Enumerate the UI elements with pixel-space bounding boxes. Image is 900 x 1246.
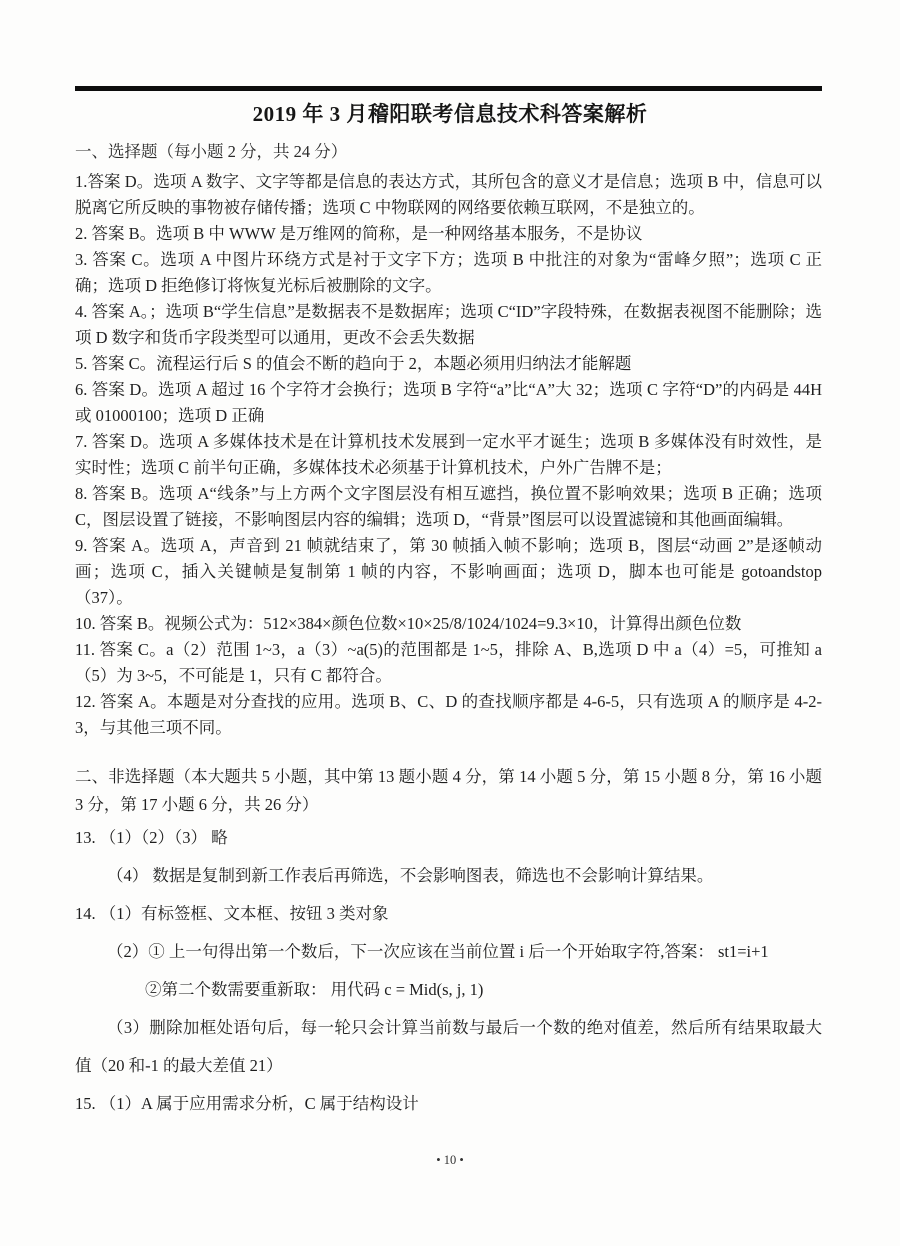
- answer-q9: 9. 答案 A。选项 A，声音到 21 帧就结束了，第 30 帧插入帧不影响；选项 B，图层“动画 2”是逐帧动画；选项 C，插入关键帧是复制第 1 帧的内容，不影响画面；选项 D，脚本也可能是 gotoandstop（37）。: [75, 536, 822, 607]
- answer-q15: 15. （1）A 属于应用需求分析，C 属于结构设计: [75, 1094, 419, 1113]
- answer-q14: 14. （1）有标签框、文本框、按钮 3 类对象: [75, 904, 389, 923]
- answer-q14-part2a: （2）① 上一句得出第一个数后，下一次应该在当前位置 i 后一个开始取字符,答案： st1=i+1: [107, 942, 769, 961]
- answer-q5: 5. 答案 C。流程运行后 S 的值会不断的趋向于 2，本题必须用归纳法才能解题: [75, 354, 632, 373]
- answer-q10: 10. 答案 B。视频公式为：512×384×颜色位数×10×25/8/1024/1024=9.3×10，计算得出颜色位数: [75, 614, 742, 633]
- answer-q14-part3: （3）删除加框处语句后，每一轮只会计算当前数与最后一个数的绝对值差，然后所有结果取最大值（20 和-1 的最大差值 21）: [75, 1018, 822, 1075]
- answer-q13: 13. （1）（2）（3） 略: [75, 828, 228, 847]
- answer-q7: 7. 答案 D。选项 A 多媒体技术是在计算机技术发展到一定水平才诞生；选项 B 多媒体没有时效性，是实时性；选项 C 前半句正确，多媒体技术必须基于计算机技术，户外广告牌不是；: [75, 432, 822, 477]
- answer-q11: 11. 答案 C。a（2）范围 1~3，a（3）~a(5)的范围都是 1~5，排除 A、B,选项 D 中 a（4）=5，可推知 a（5）为 3~5，不可能是 1，只有 C 都符合。: [75, 640, 822, 685]
- answer-q1: 1.答案 D。选项 A 数字、文字等都是信息的表达方式，其所包含的意义才是信息；选项 B 中，信息可以脱离它所反映的事物被存储传播；选项 C 中物联网的网络要依赖互联网，不是独立的。: [75, 172, 822, 217]
- answer-q13-part4: （4） 数据是复制到新工作表后再筛选，不会影响图表，筛选也不会影响计算结果。: [107, 866, 714, 885]
- header-rule: [75, 86, 822, 91]
- page-number: • 10 •: [436, 1153, 464, 1167]
- answer-q2: 2. 答案 B。选项 B 中 WWW 是万维网的简称，是一种网络基本服务，不是协议: [75, 224, 643, 243]
- answer-q4: 4. 答案 A。；选项 B“学生信息”是数据表不是数据库；选项 C“ID”字段特殊，在数据表视图不能删除；选项 D 数字和货币字段类型可以通用，更改不会丢失数据: [75, 302, 822, 347]
- section1-heading: 一、选择题（每小题 2 分，共 24 分）: [75, 142, 348, 161]
- document-body: [75, 138, 822, 1123]
- document-title: 2019 年 3 月稽阳联考信息技术科答案解析: [252, 102, 648, 126]
- answer-q3: 3. 答案 C。选项 A 中图片环绕方式是衬于文字下方；选项 B 中批注的对象为“雷峰夕照”；选项 C 正确；选项 D 拒绝修订将恢复光标后被删除的文字。: [75, 250, 822, 295]
- answer-q6: 6. 答案 D。选项 A 超过 16 个字符才会换行；选项 B 字符“a”比“A”大 32；选项 C 字符“D”的内码是 44H 或 01000100；选项 D 正确: [75, 380, 822, 425]
- section2-heading: 二、非选择题（本大题共 5 小题，其中第 13 题小题 4 分，第 14 小题 5 分，第 15 小题 8 分，第 16 小题 3 分，第 17 小题 6 分，共 26 分）: [75, 767, 822, 814]
- answer-q8: 8. 答案 B。选项 A“线条”与上方两个文字图层没有相互遮挡，换位置不影响效果；选项 B 正确；选项 C，图层设置了链接，不影响图层内容的编辑；选项 D，“背景”图层可以设置滤镜和其他画面编辑。: [75, 484, 822, 529]
- answer-q12: 12. 答案 A。本题是对分查找的应用。选项 B、C、D 的查找顺序都是 4-6-5，只有选项 A 的顺序是 4-2-3，与其他三项不同。: [75, 692, 822, 737]
- answer-q14-part2b: ②第二个数需要重新取： 用代码 c = Mid(s, j, 1): [145, 980, 484, 999]
